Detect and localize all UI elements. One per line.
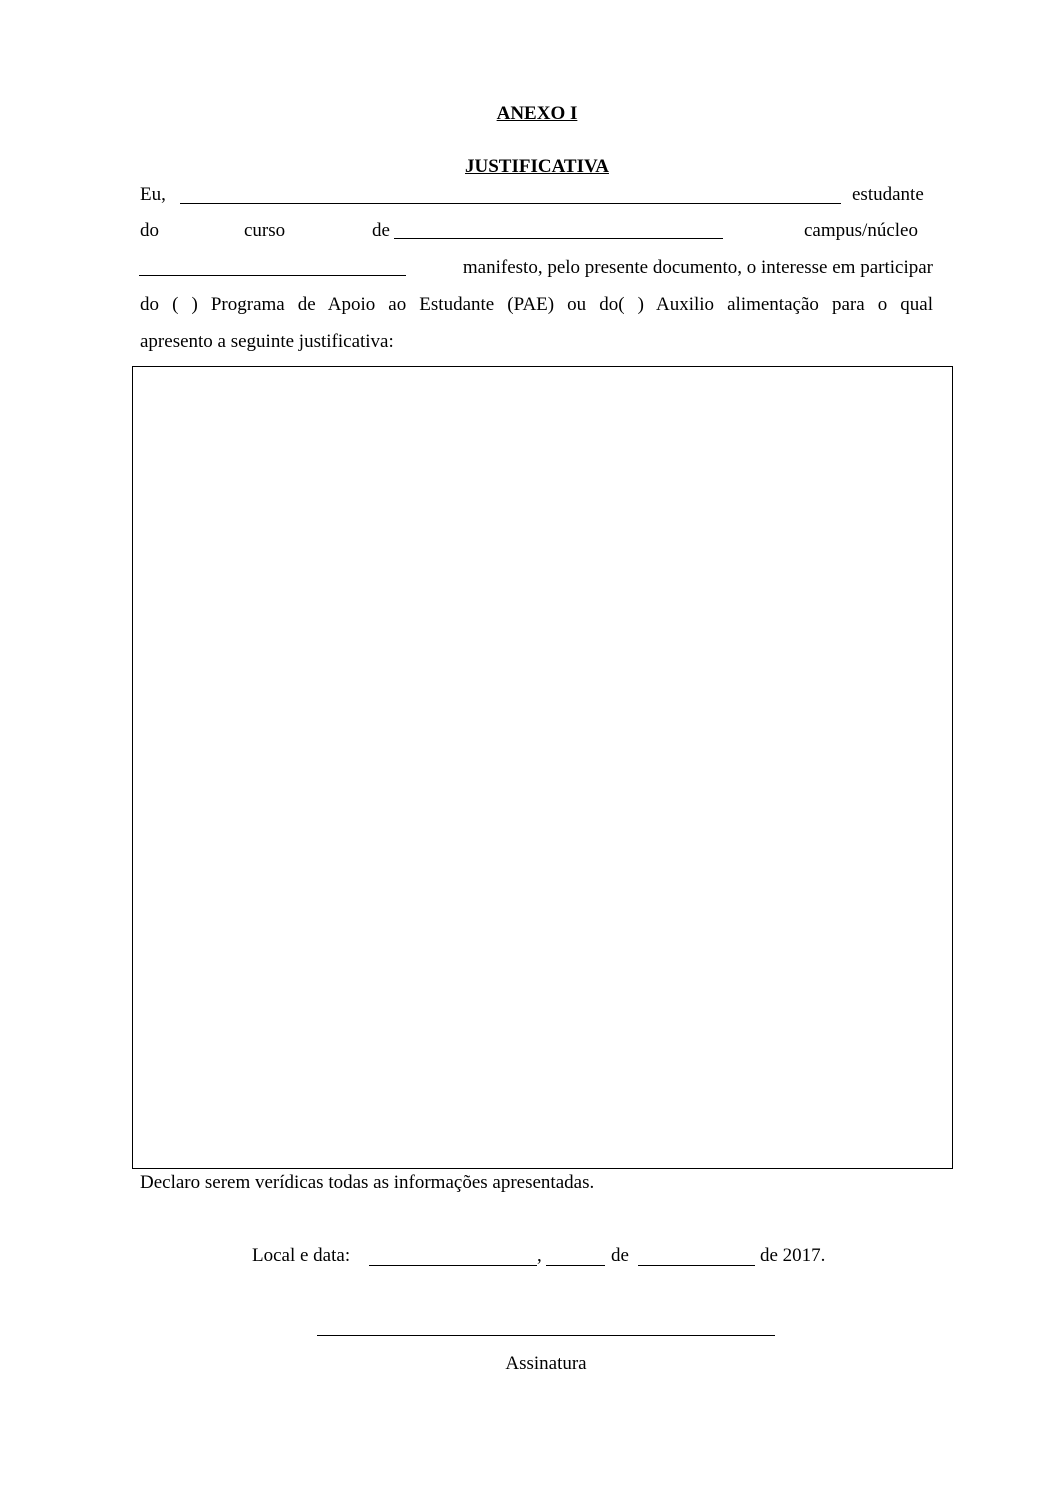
line2-word-curso: curso [244,220,286,241]
declaration-text: Declaro serem verídicas todas as informações apresentadas. [140,1172,595,1193]
line4-text [140,294,933,316]
signature-field[interactable] [317,1335,775,1336]
line1-start-text: Eu, [140,184,166,205]
local-field[interactable] [369,1265,537,1266]
day-field[interactable] [546,1265,605,1266]
signature-label: Assinatura [505,1353,587,1374]
student-name-field[interactable] [180,203,841,204]
month-field[interactable] [638,1265,755,1266]
line2-end-text: campus/núcleo [804,220,918,241]
justification-textbox[interactable] [132,366,953,1169]
page-title: JUSTIFICATIVA [465,156,609,177]
de-text: de [611,1245,629,1266]
comma-text: , [537,1245,542,1266]
campus-field[interactable] [139,275,406,276]
line4-content: do ( ) Programa de Apoio ao Estudante (PAE) ou do( ) Auxilio alimentação para o qual [140,294,933,315]
annex-heading: ANEXO I [496,103,578,124]
course-field[interactable] [394,238,723,239]
line1-end-text: estudante [852,184,924,205]
line2-word-de: de [372,220,390,241]
line3-text: manifesto, pelo presente documento, o interesse em participar [462,257,933,278]
line5-text: apresento a seguinte justificativa: [140,331,394,352]
local-data-label: Local e data: [252,1245,351,1266]
year-text: de 2017. [760,1245,826,1266]
line2-word-do: do [140,220,159,241]
